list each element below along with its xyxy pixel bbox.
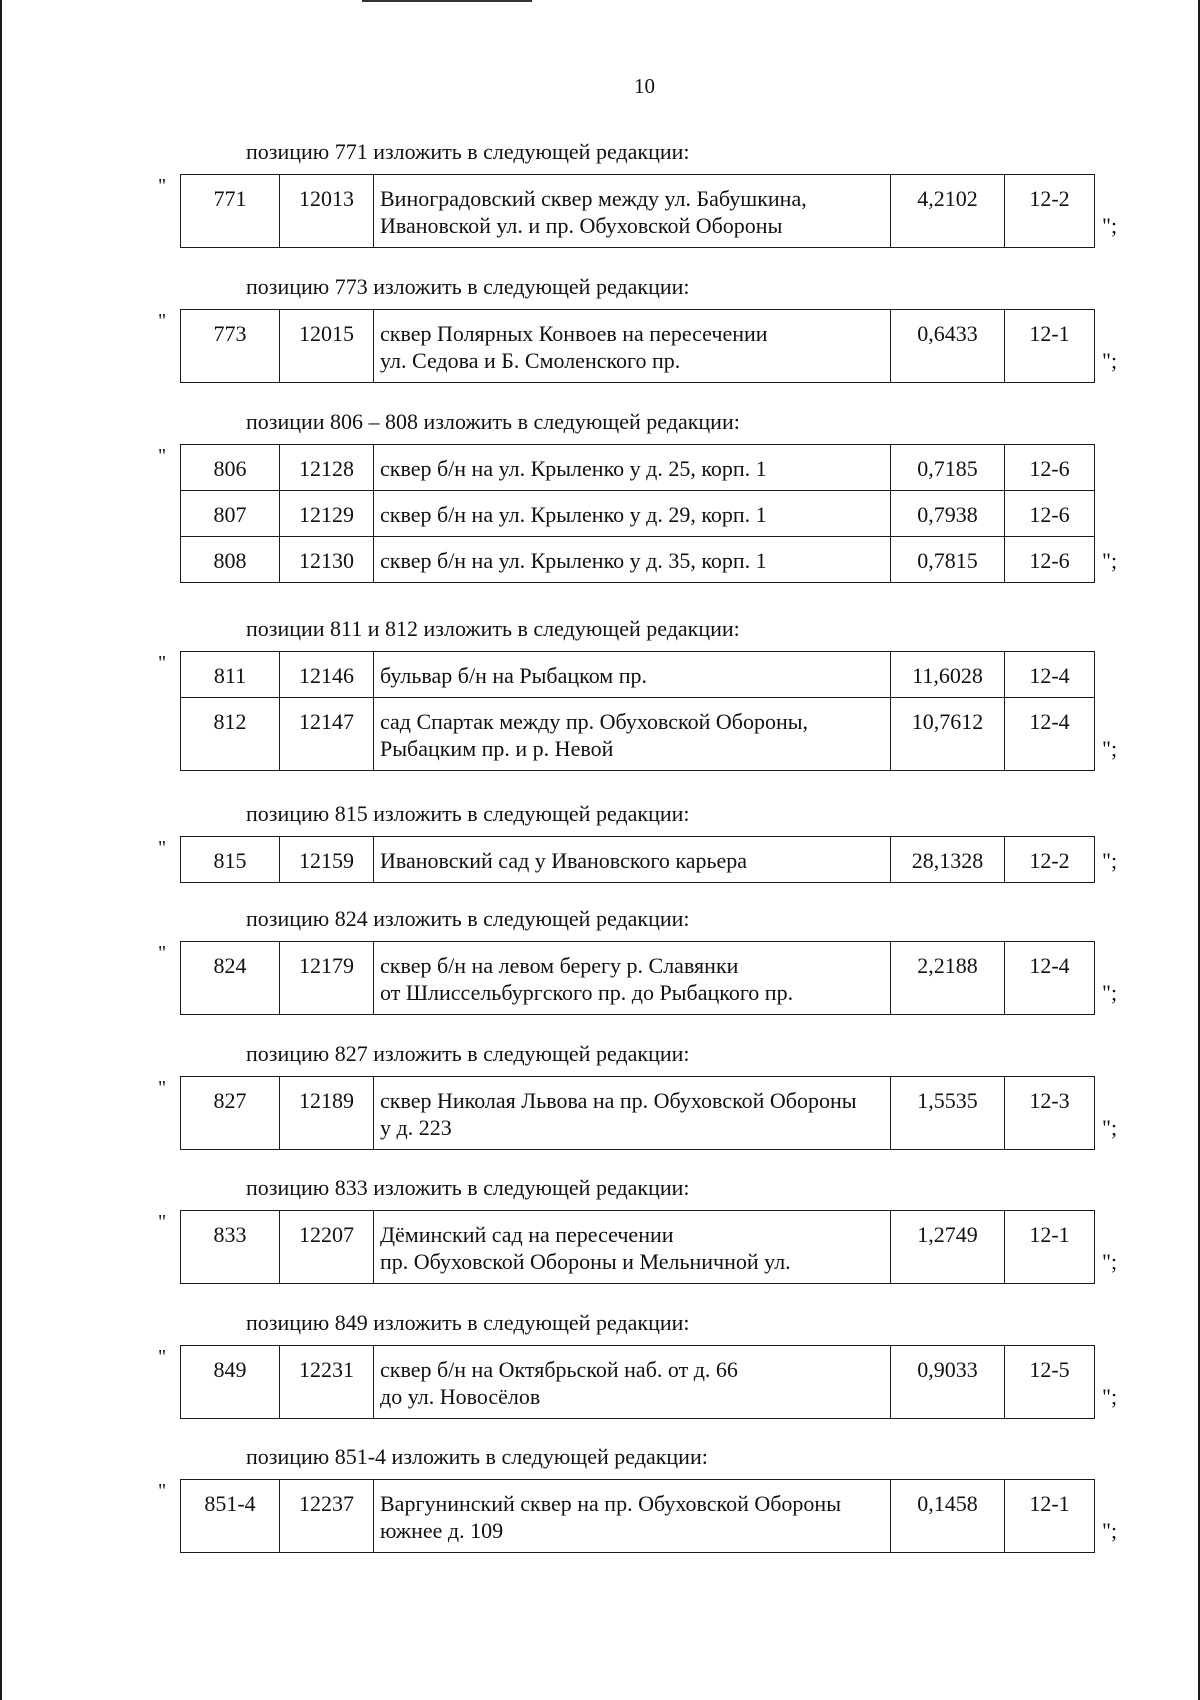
area-cell: 1,2749	[891, 1211, 1005, 1284]
table-row	[181, 698, 1095, 771]
opening-quote-mark: "	[158, 310, 167, 332]
code-cell: 12129	[280, 491, 374, 537]
position-cell: 815	[181, 837, 280, 883]
opening-quote-mark: "	[158, 652, 167, 674]
closing-quote-mark: ";	[1102, 848, 1118, 873]
opening-quote-mark: "	[158, 942, 167, 964]
zone-cell: 12-6	[1005, 445, 1095, 491]
zone-cell: 12-1	[1005, 1480, 1095, 1553]
name-line: у д. 223	[380, 1115, 452, 1140]
name-cell	[374, 445, 891, 491]
name-line: Рыбацким пр. и р. Невой	[380, 736, 614, 761]
top-rule	[362, 0, 532, 2]
name-line: Ивановской ул. и пр. Обуховской Обороны	[380, 213, 783, 238]
amendment-heading: позицию 849 изложить в следующей редакции:	[246, 1310, 690, 1335]
area-cell: 4,2102	[891, 175, 1005, 248]
table-row	[181, 942, 1095, 1015]
closing-quote-mark: ";	[1102, 548, 1118, 573]
name-cell	[374, 942, 891, 1015]
position-cell: 827	[181, 1077, 280, 1150]
closing-quote-mark: ";	[1102, 1249, 1118, 1274]
amendment-table	[180, 941, 1095, 1015]
table-row	[181, 445, 1095, 491]
name-line: южнее д. 109	[380, 1518, 504, 1543]
name-line: Дёминский сад на пересечении	[380, 1222, 674, 1247]
position-cell: 771	[181, 175, 280, 248]
zone-cell: 12-3	[1005, 1077, 1095, 1150]
position-cell: 808	[181, 537, 280, 583]
code-cell: 12130	[280, 537, 374, 583]
zone-cell: 12-4	[1005, 942, 1095, 1015]
closing-quote-mark: ";	[1102, 1518, 1118, 1543]
zone-cell: 12-1	[1005, 310, 1095, 383]
table-row	[181, 1346, 1095, 1419]
name-line: сквер Николая Львова на пр. Обуховской Обороны	[380, 1088, 857, 1113]
name-line: Ивановский сад у Ивановского карьера	[380, 848, 748, 873]
amendment-table	[180, 651, 1095, 771]
zone-cell: 12-5	[1005, 1346, 1095, 1419]
code-cell: 12147	[280, 698, 374, 771]
table-row	[181, 1211, 1095, 1284]
area-cell: 10,7612	[891, 698, 1005, 771]
code-cell: 12179	[280, 942, 374, 1015]
name-cell	[374, 837, 891, 883]
amendment-heading: позицию 815 изложить в следующей редакции:	[246, 801, 690, 826]
name-line: от Шлиссельбургского пр. до Рыбацкого пр.	[380, 980, 794, 1005]
table-row	[181, 1077, 1095, 1150]
area-cell: 0,9033	[891, 1346, 1005, 1419]
area-cell: 0,6433	[891, 310, 1005, 383]
zone-cell: 12-2	[1005, 175, 1095, 248]
opening-quote-mark: "	[158, 175, 167, 197]
code-cell: 12237	[280, 1480, 374, 1553]
zone-cell: 12-4	[1005, 652, 1095, 698]
position-cell: 806	[181, 445, 280, 491]
name-cell	[374, 175, 891, 248]
name-line: Варгунинский сквер на пр. Обуховской Обороны	[380, 1491, 841, 1516]
opening-quote-mark: "	[158, 837, 167, 859]
name-cell	[374, 698, 891, 771]
closing-quote-mark: ";	[1102, 213, 1118, 238]
name-line: ул. Седова и Б. Смоленского пр.	[380, 348, 681, 373]
opening-quote-mark: "	[158, 445, 167, 467]
name-cell	[374, 1077, 891, 1150]
code-cell: 12231	[280, 1346, 374, 1419]
amendment-table	[180, 1479, 1095, 1553]
zone-cell: 12-6	[1005, 491, 1095, 537]
code-cell: 12146	[280, 652, 374, 698]
name-cell	[374, 491, 891, 537]
area-cell: 1,5535	[891, 1077, 1005, 1150]
table-row	[181, 652, 1095, 698]
area-cell: 2,2188	[891, 942, 1005, 1015]
code-cell: 12015	[280, 310, 374, 383]
closing-quote-mark: ";	[1102, 980, 1118, 1005]
zone-cell: 12-6	[1005, 537, 1095, 583]
code-cell: 12189	[280, 1077, 374, 1150]
area-cell: 0,7815	[891, 537, 1005, 583]
name-cell	[374, 1211, 891, 1284]
zone-cell: 12-2	[1005, 837, 1095, 883]
amendment-heading: позиции 806 – 808 изложить в следующей редакции:	[246, 409, 740, 434]
amendment-heading: позицию 851-4 изложить в следующей редакции:	[246, 1444, 708, 1469]
code-cell: 12207	[280, 1211, 374, 1284]
position-cell: 773	[181, 310, 280, 383]
amendment-table	[180, 174, 1095, 248]
name-cell	[374, 652, 891, 698]
amendment-table	[180, 1076, 1095, 1150]
page-number: 10	[634, 74, 655, 98]
name-line: сквер б/н на Октябрьской наб. от д. 66	[380, 1357, 738, 1382]
table-row	[181, 837, 1095, 883]
code-cell: 12013	[280, 175, 374, 248]
closing-quote-mark: ";	[1102, 736, 1118, 761]
table-row	[181, 491, 1095, 537]
position-cell: 849	[181, 1346, 280, 1419]
opening-quote-mark: "	[158, 1077, 167, 1099]
position-cell: 851-4	[181, 1480, 280, 1553]
position-cell: 824	[181, 942, 280, 1015]
name-cell	[374, 1346, 891, 1419]
position-cell: 807	[181, 491, 280, 537]
name-line: до ул. Новосёлов	[380, 1384, 541, 1409]
position-cell: 811	[181, 652, 280, 698]
name-cell	[374, 537, 891, 583]
name-line: сквер б/н на левом берегу р. Славянки	[380, 953, 739, 978]
table-row	[181, 537, 1095, 583]
amendment-table	[180, 836, 1095, 883]
zone-cell: 12-1	[1005, 1211, 1095, 1284]
name-line: сад Спартак между пр. Обуховской Обороны,	[380, 709, 809, 734]
area-cell: 28,1328	[891, 837, 1005, 883]
code-cell: 12128	[280, 445, 374, 491]
table-row	[181, 1480, 1095, 1553]
amendment-table	[180, 309, 1095, 383]
code-cell: 12159	[280, 837, 374, 883]
zone-cell: 12-4	[1005, 698, 1095, 771]
name-line: сквер б/н на ул. Крыленко у д. 29, корп. 1	[380, 502, 767, 527]
name-line: пр. Обуховской Обороны и Мельничной ул.	[380, 1249, 791, 1274]
opening-quote-mark: "	[158, 1346, 167, 1368]
opening-quote-mark: "	[158, 1480, 167, 1502]
name-line: бульвар б/н на Рыбацком пр.	[380, 663, 647, 688]
area-cell: 11,6028	[891, 652, 1005, 698]
area-cell: 0,7185	[891, 445, 1005, 491]
amendment-table	[180, 444, 1095, 583]
amendment-table	[180, 1345, 1095, 1419]
table-row	[181, 175, 1095, 248]
area-cell: 0,1458	[891, 1480, 1005, 1553]
amendment-heading: позиции 811 и 812 изложить в следующей редакции:	[246, 616, 740, 641]
amendment-heading: позицию 771 изложить в следующей редакции:	[246, 139, 690, 164]
closing-quote-mark: ";	[1102, 348, 1118, 373]
closing-quote-mark: ";	[1102, 1384, 1118, 1409]
closing-quote-mark: ";	[1102, 1115, 1118, 1140]
amendment-heading: позицию 827 изложить в следующей редакции:	[246, 1041, 690, 1066]
name-line: сквер Полярных Конвоев на пересечении	[380, 321, 768, 346]
table-row	[181, 310, 1095, 383]
position-cell: 812	[181, 698, 280, 771]
name-line: сквер б/н на ул. Крыленко у д. 35, корп. 1	[380, 548, 767, 573]
amendment-heading: позицию 773 изложить в следующей редакции:	[246, 274, 690, 299]
opening-quote-mark: "	[158, 1211, 167, 1233]
name-line: Виноградовский сквер между ул. Бабушкина,	[380, 186, 807, 211]
amendment-heading: позицию 833 изложить в следующей редакции:	[246, 1175, 690, 1200]
name-cell	[374, 310, 891, 383]
amendment-heading: позицию 824 изложить в следующей редакции:	[246, 906, 690, 931]
position-cell: 833	[181, 1211, 280, 1284]
name-cell	[374, 1480, 891, 1553]
name-line: сквер б/н на ул. Крыленко у д. 25, корп. 1	[380, 456, 767, 481]
amendment-table	[180, 1210, 1095, 1284]
area-cell: 0,7938	[891, 491, 1005, 537]
